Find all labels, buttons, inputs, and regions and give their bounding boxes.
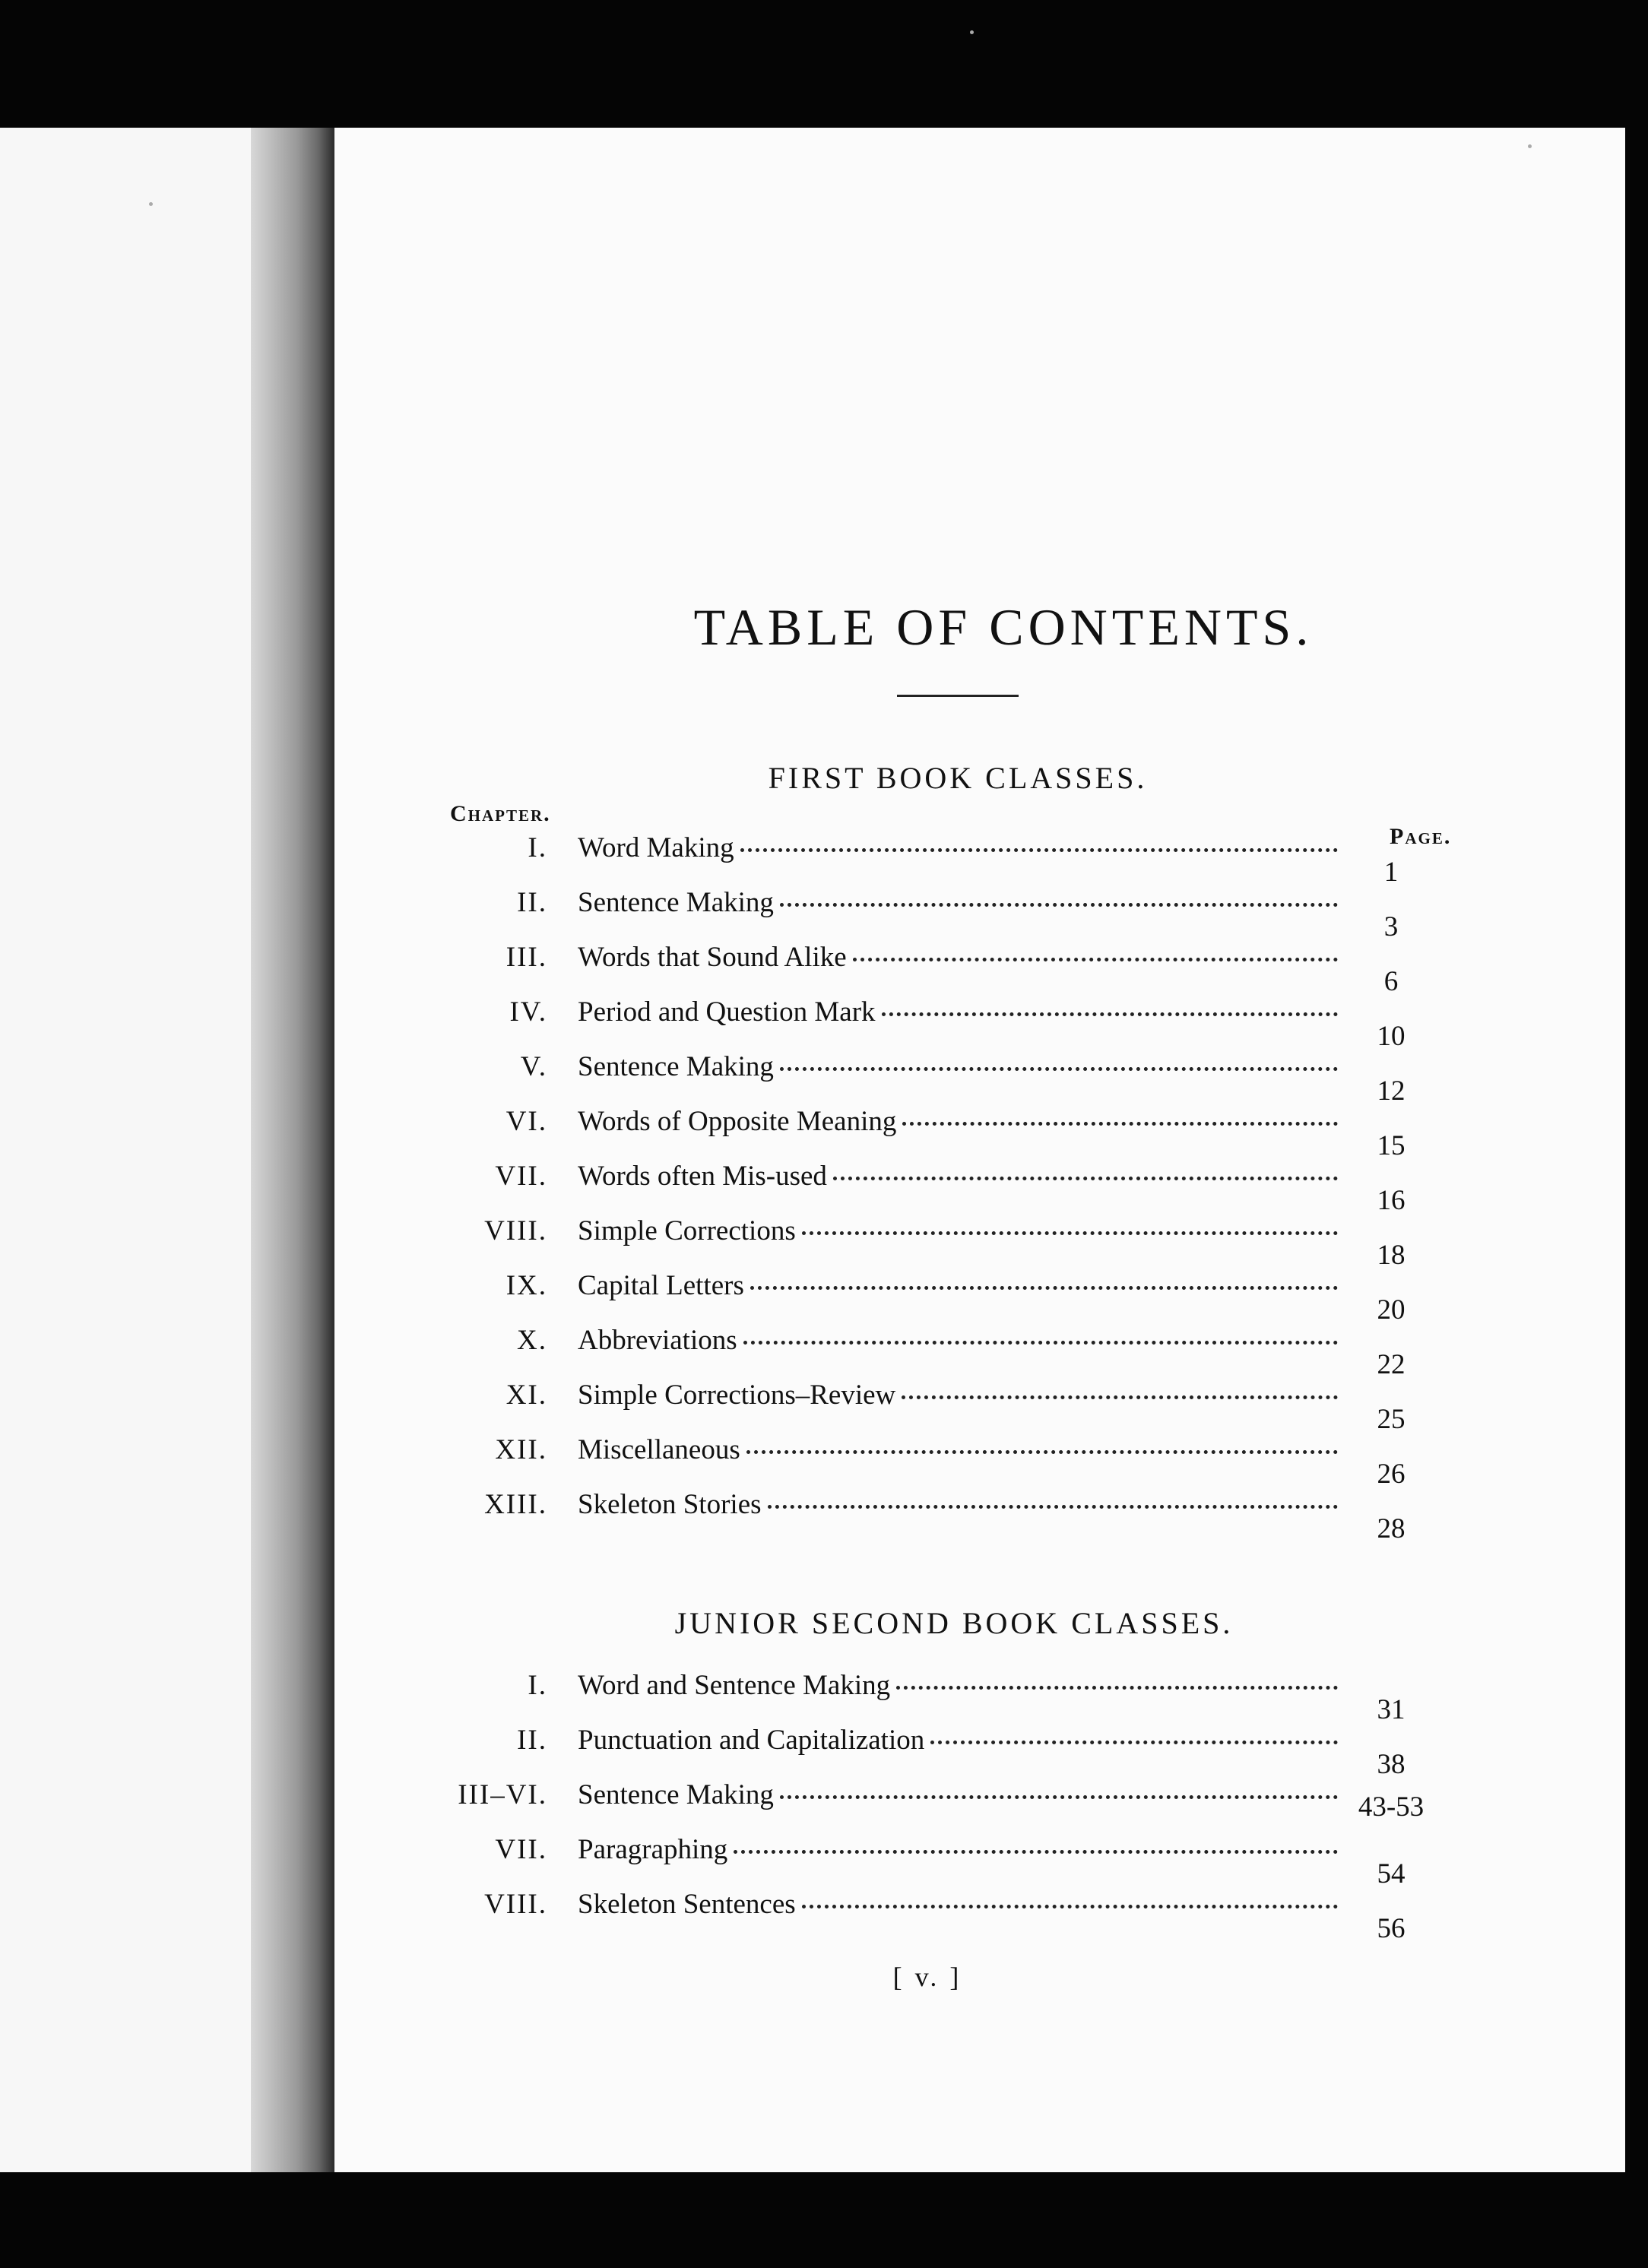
entry-title: Words often Mis-used [578,1161,827,1192]
toc-row [395,1833,1459,1889]
toc-entry [578,1269,1338,1302]
entry-title: Simple Corrections–Review [578,1379,896,1411]
dot-leader [930,1741,1338,1744]
toc-entry [578,1215,1338,1247]
chapter-number: IV. [509,996,547,1028]
page-number: 1 [1383,857,1399,888]
title-rule [897,695,1019,697]
chapter-number: VII. [495,1161,547,1192]
dot-leader [740,848,1338,852]
toc-entry [578,1833,1338,1866]
page-number: 12 [1377,1075,1406,1107]
dot-leader [882,1012,1338,1016]
toc-row [395,1215,1459,1271]
entry-title: Miscellaneous [578,1434,740,1465]
toc-row [395,886,1459,942]
chapter-number: VIII. [484,1215,547,1246]
chapter-column-label: Chapter. [450,801,551,826]
dot-leader [896,1686,1338,1690]
toc-entry [578,1488,1338,1521]
dot-leader [746,1450,1338,1454]
toc-row [395,1669,1459,1725]
page-number: 43-53 [1358,1791,1425,1823]
page-number: 6 [1383,966,1399,997]
entry-title: Words of Opposite Meaning [578,1106,897,1137]
toc-entry [578,886,1338,919]
page-number: 20 [1377,1294,1406,1326]
chapter-number: I. [528,1670,547,1701]
dot-leader [833,1177,1338,1180]
toc-entry [578,996,1338,1028]
chapter-number: XIII. [484,1489,547,1520]
chapter-number: II. [517,1725,547,1756]
section-heading-first-book: FIRST BOOK CLASSES. [768,761,1148,795]
scan-speck [149,202,153,206]
chapter-number: X. [517,1325,547,1356]
dot-leader [780,1067,1338,1071]
page-number: 56 [1377,1913,1406,1944]
toc-row [395,1379,1459,1435]
toc-row [395,1160,1459,1216]
toc-entry [578,1379,1338,1411]
toc-entry [578,1779,1338,1811]
dot-leader [902,1395,1338,1399]
page-number: 25 [1377,1404,1406,1435]
chapter-number: XII. [495,1434,547,1465]
toc-entry [578,1324,1338,1357]
page-number: 16 [1377,1185,1406,1216]
toc-entry [578,1050,1338,1083]
entry-title: Skeleton Stories [578,1489,762,1520]
chapter-number: III–VI. [458,1779,547,1810]
page-number: 31 [1377,1694,1406,1725]
entry-title: Skeleton Sentences [578,1889,796,1920]
toc-row [395,1888,1459,1944]
page-number: 3 [1383,911,1399,942]
dot-leader [768,1505,1338,1509]
page-number: 38 [1377,1749,1406,1780]
toc-row [395,941,1459,997]
page-number: 10 [1377,1021,1406,1052]
page-column-label: Page. [1390,824,1452,849]
entry-title: Punctuation and Capitalization [578,1725,925,1756]
toc-entry [578,941,1338,974]
toc-entry [578,1888,1338,1921]
entry-title: Sentence Making [578,1779,774,1810]
entry-title: Sentence Making [578,1051,774,1082]
toc-row [395,1433,1459,1490]
scan-speck [1528,144,1532,148]
entry-title: Period and Question Mark [578,996,876,1028]
chapter-number: III. [505,942,547,973]
dot-leader [902,1122,1338,1126]
toc-entry [578,1669,1338,1702]
toc-row [395,1488,1459,1544]
entry-title: Capital Letters [578,1270,744,1301]
toc-row [395,1724,1459,1780]
dot-leader [743,1341,1338,1345]
dot-leader [802,1905,1338,1908]
section-heading-junior-second-book: JUNIOR SECOND BOOK CLASSES. [674,1606,1234,1640]
chapter-number: XI. [505,1379,547,1411]
chapter-number: VIII. [484,1889,547,1920]
toc-row [395,1105,1459,1161]
page-footer-number: [ v. ] [892,1962,962,1992]
page-title: TABLE OF CONTENTS. [693,597,1314,656]
entry-title: Abbreviations [578,1325,737,1356]
toc-row [395,1779,1459,1824]
page-number: 15 [1377,1130,1406,1161]
dot-leader [780,903,1338,907]
dot-leader [780,1795,1338,1799]
page-number: 54 [1377,1858,1406,1889]
entry-title: Word Making [578,832,734,863]
toc-row [395,1269,1459,1326]
scan-speck [970,30,974,34]
toc-entry [578,1724,1338,1756]
dot-leader [853,958,1338,961]
toc-row [395,1324,1459,1380]
chapter-number: I. [528,832,547,863]
toc-entry [578,831,1338,864]
entry-title: Paragraphing [578,1834,728,1865]
dot-leader [734,1850,1338,1854]
page-number: 18 [1377,1240,1406,1271]
entry-title: Words that Sound Alike [578,942,847,973]
chapter-number: II. [517,887,547,918]
entry-title: Word and Sentence Making [578,1670,891,1701]
toc-entry [578,1105,1338,1138]
page-number: 26 [1377,1459,1406,1490]
page-number: 22 [1377,1349,1406,1380]
entry-title: Simple Corrections [578,1215,796,1246]
page-number: 28 [1377,1513,1406,1544]
toc-row [395,831,1459,888]
toc-entry [578,1160,1338,1193]
book-gutter [251,128,334,2172]
dot-leader [802,1231,1338,1235]
toc-row [395,996,1459,1052]
chapter-number: V. [520,1051,547,1082]
toc-row [395,1050,1459,1107]
toc-entry [578,1433,1338,1466]
entry-title: Sentence Making [578,887,774,918]
chapter-number: VI. [505,1106,547,1137]
dot-leader [750,1286,1338,1290]
chapter-number: IX. [505,1270,547,1301]
chapter-number: VII. [495,1834,547,1865]
